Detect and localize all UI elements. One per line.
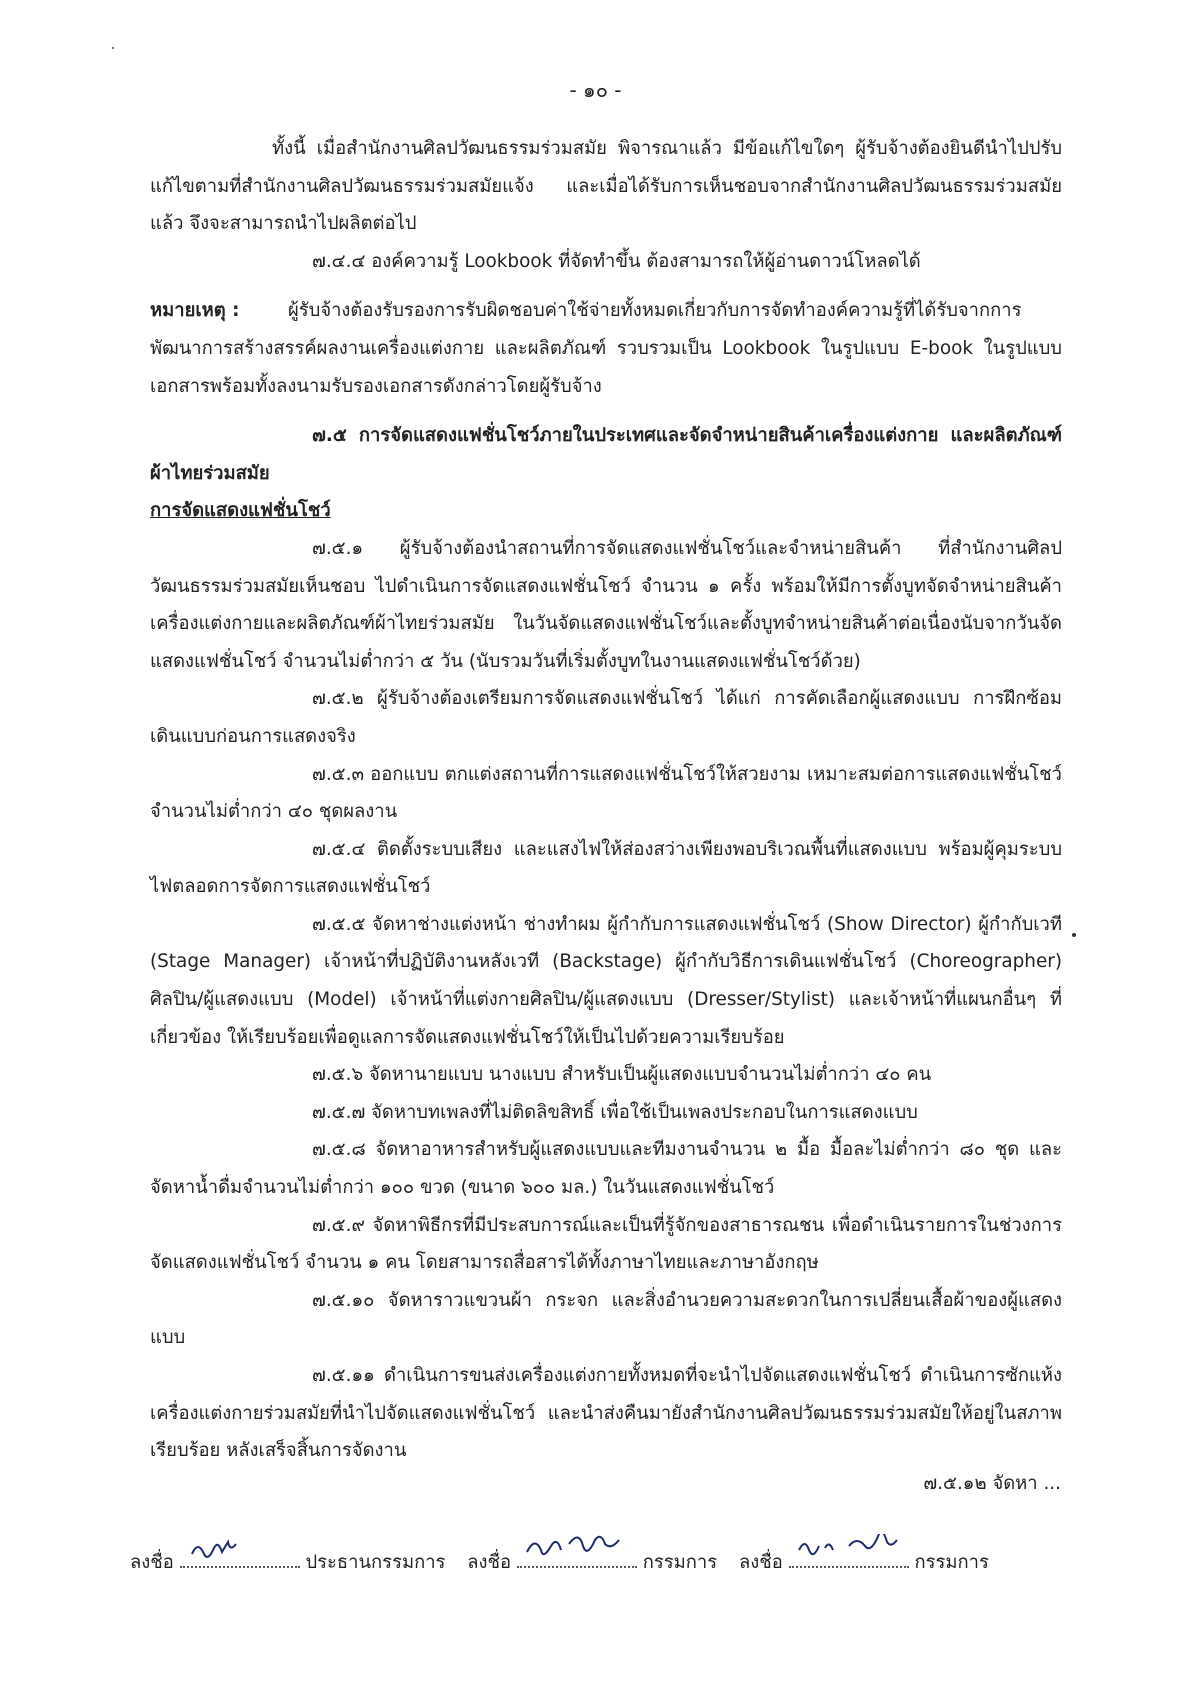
note-label: หมายเหตุ : xyxy=(150,300,240,322)
signature-prefix: ลงชื่อ xyxy=(738,1552,783,1573)
signature-role: ประธานกรรมการ xyxy=(305,1552,446,1573)
list-item: ๗.๕.๒ ผู้รับจ้างต้องเตรียมการจัดแสดงแฟชั่นโชว์ ได้แก่ การคัดเลือกผู้แสดงแบบ การฝึกซ้อมเดินแบบก่อนการแสดงจริง xyxy=(150,688,1062,747)
list-item: ๗.๕.๖ จัดหานายแบบ นางแบบ สำหรับเป็นผู้แสดงแบบจำนวนไม่ต่ำกว่า ๔๐ คน xyxy=(312,1064,932,1086)
handwritten-signature xyxy=(517,1548,637,1568)
list-item: ๗.๕.๕ จัดหาช่างแต่งหน้า ช่างทำผม ผู้กำกับการแสดงแฟชั่นโชว์ (Show Director) ผู้กำกับเวที (Stage Manager) เจ้าหน้าที่ปฏิบัติงานหลังเวที (Backstage) ผู้กำกับวิธีการเดินแฟชั่นโชว์ (Choreographer) ศิลปิน/ผู้แสดงแบบ (Model) เจ้าหน้าที่แต่งกายศิลปิน/ผู้แสดงแบบ (Dresser/Stylist) และเจ้าหน้าที่แผนกอื่นๆ ที่เกี่ยวข้อง ให้เรียบร้อยเพื่อดูแลการจัดแสดงแฟชั่นโชว์ให้เป็นไปด้วยความเรียบร้อย xyxy=(150,913,1062,1048)
document-body xyxy=(150,130,1062,1470)
note-text: ผู้รับจ้างต้องรับรองการรับผิดชอบค่าใช้จ่ายทั้งหมดเกี่ยวกับการจัดทำองค์ความรู้ที่ได้รับจากการพัฒนาการสร้างสรรค์ผลงานเครื่องแต่งกาย และผลิตภัณฑ์ รวบรวมเป็น Lookbook ในรูปแบบ E-book ในรูปแบบเอกสารพร้อมทั้งลงนามรับรองเอกสารดังกล่าวโดยผู้รับจ้าง xyxy=(150,300,1062,397)
list-item: ๗.๕.๙ จัดหาพิธีกรที่มีประสบการณ์และเป็นที่รู้จักของสาธารณชน เพื่อดำเนินรายการในช่วงการจัดแสดงแฟชั่นโชว์ จำนวน ๑ คน โดยสามารถสื่อสารได้ทั้งภาษาไทยและภาษาอังกฤษ xyxy=(150,1214,1062,1274)
handwritten-signature xyxy=(789,1548,909,1568)
signature-line xyxy=(467,1548,717,1577)
section-heading: ๗.๕ การจัดแสดงแฟชั่นโชว์ภายในประเทศและจัดจำหน่ายสินค้าเครื่องแต่งกาย และผลิตภัณฑ์ผ้าไทยร่วมสมัย xyxy=(150,425,1062,484)
list-item: ๗.๕.๓ ออกแบบ ตกแต่งสถานที่การแสดงแฟชั่นโชว์ให้สวยงาม เหมาะสมต่อการแสดงแฟชั่นโชว์จำนวนไม่ต่ำกว่า ๔๐ ชุดผลงาน xyxy=(150,763,1062,823)
scan-speck xyxy=(110,45,116,51)
paragraph: ๗.๔.๔ องค์ความรู้ Lookbook ที่จัดทำขึ้น ต้องสามารถให้ผู้อ่านดาวน์โหลดได้ xyxy=(312,250,921,272)
list-item: ๗.๕.๑ ผู้รับจ้างต้องนำสถานที่การจัดแสดงแฟชั่นโชว์และจำหน่ายสินค้า ที่สำนักงานศิลปวัฒนธรรมร่วมสมัยเห็นชอบ ไปดำเนินการจัดแสดงแฟชั่นโชว์ จำนวน ๑ ครั้ง พร้อมให้มีการตั้งบูทจัดจำหน่ายสินค้า เครื่องแต่งกายและผลิตภัณฑ์ผ้าไทยร่วมสมัย ในวันจัดแสดงแฟชั่นโชว์และตั้งบูทจำหน่ายสินค้าต่อเนื่องนับจากวันจัดแสดงแฟชั่นโชว์ จำนวนไม่ต่ำกว่า ๕ วัน (นับรวมวันที่เริ่มตั้งบูทในงานแสดงแฟชั่นโชว์ด้วย) xyxy=(150,537,1062,672)
scan-speck xyxy=(1070,930,1078,940)
list-item: ๗.๕.๔ ติดตั้งระบบเสียง และแสงไฟให้ส่องสว่างเพียงพอบริเวณพื้นที่แสดงแบบ พร้อมผู้คุมระบบไฟตลอดการจัดการแสดงแฟชั่นโชว์ xyxy=(150,838,1062,898)
signature-line xyxy=(130,1548,445,1577)
continuation-marker: ๗.๕.๑๒ จัดหา ... xyxy=(923,1473,1061,1494)
signature-block xyxy=(130,1548,1070,1577)
page-number: - ๑๐ - xyxy=(569,78,622,102)
signature-role: กรรมการ xyxy=(642,1552,718,1573)
handwritten-signature xyxy=(180,1548,300,1568)
list-item: ๗.๕.๑๐ จัดหาราวแขวนผ้า กระจก และสิ่งอำนวยความสะดวกในการเปลี่ยนเสื้อผ้าของผู้แสดงแบบ xyxy=(150,1289,1062,1349)
list-item: ๗.๕.๗ จัดหาบทเพลงที่ไม่ติดลิขสิทธิ์ เพื่อใช้เป็นเพลงประกอบในการแสดงแบบ xyxy=(312,1101,918,1123)
paragraph: ทั้งนี้ เมื่อสำนักงานศิลปวัฒนธรรมร่วมสมัย พิจารณาแล้ว มีข้อแก้ไขใดๆ ผู้รับจ้างต้องยินดีนำไปปรับแก้ไขตามที่สำนักงานศิลปวัฒนธรรมร่วมสมัยแจ้ง และเมื่อได้รับการเห็นชอบจากสำนักงานศิลปวัฒนธรรมร่วมสมัยแล้ว จึงจะสามารถนำไปผลิตต่อไป xyxy=(150,138,1062,235)
section-subheading: การจัดแสดงแฟชั่นโชว์ xyxy=(150,500,331,522)
signature-role: กรรมการ xyxy=(914,1552,989,1573)
signature-line xyxy=(739,1548,989,1577)
list-item: ๗.๕.๘ จัดหาอาหารสำหรับผู้แสดงแบบและทีมงานจำนวน ๒ มื้อ มื้อละไม่ต่ำกว่า ๘๐ ชุด และจัดหาน้ำดื่มจำนวนไม่ต่ำกว่า ๑๐๐ ขวด (ขนาด ๖๐๐ มล.) ในวันแสดงแฟชั่นโชว์ xyxy=(150,1139,1062,1199)
signature-prefix: ลงชื่อ xyxy=(467,1552,512,1573)
list-item: ๗.๕.๑๑ ดำเนินการขนส่งเครื่องแต่งกายทั้งหมดที่จะนำไปจัดแสดงแฟชั่นโชว์ ดำเนินการซักแห้งเครื่องแต่งกายร่วมสมัยที่นำไปจัดแสดงแฟชั่นโชว์ และนำส่งคืนมายังสำนักงานศิลปวัฒนธรรมร่วมสมัยให้อยู่ในสภาพเรียบร้อย หลังเสร็จสิ้นการจัดงาน xyxy=(150,1365,1062,1462)
note xyxy=(150,292,1062,405)
signature-prefix: ลงชื่อ xyxy=(130,1552,174,1573)
